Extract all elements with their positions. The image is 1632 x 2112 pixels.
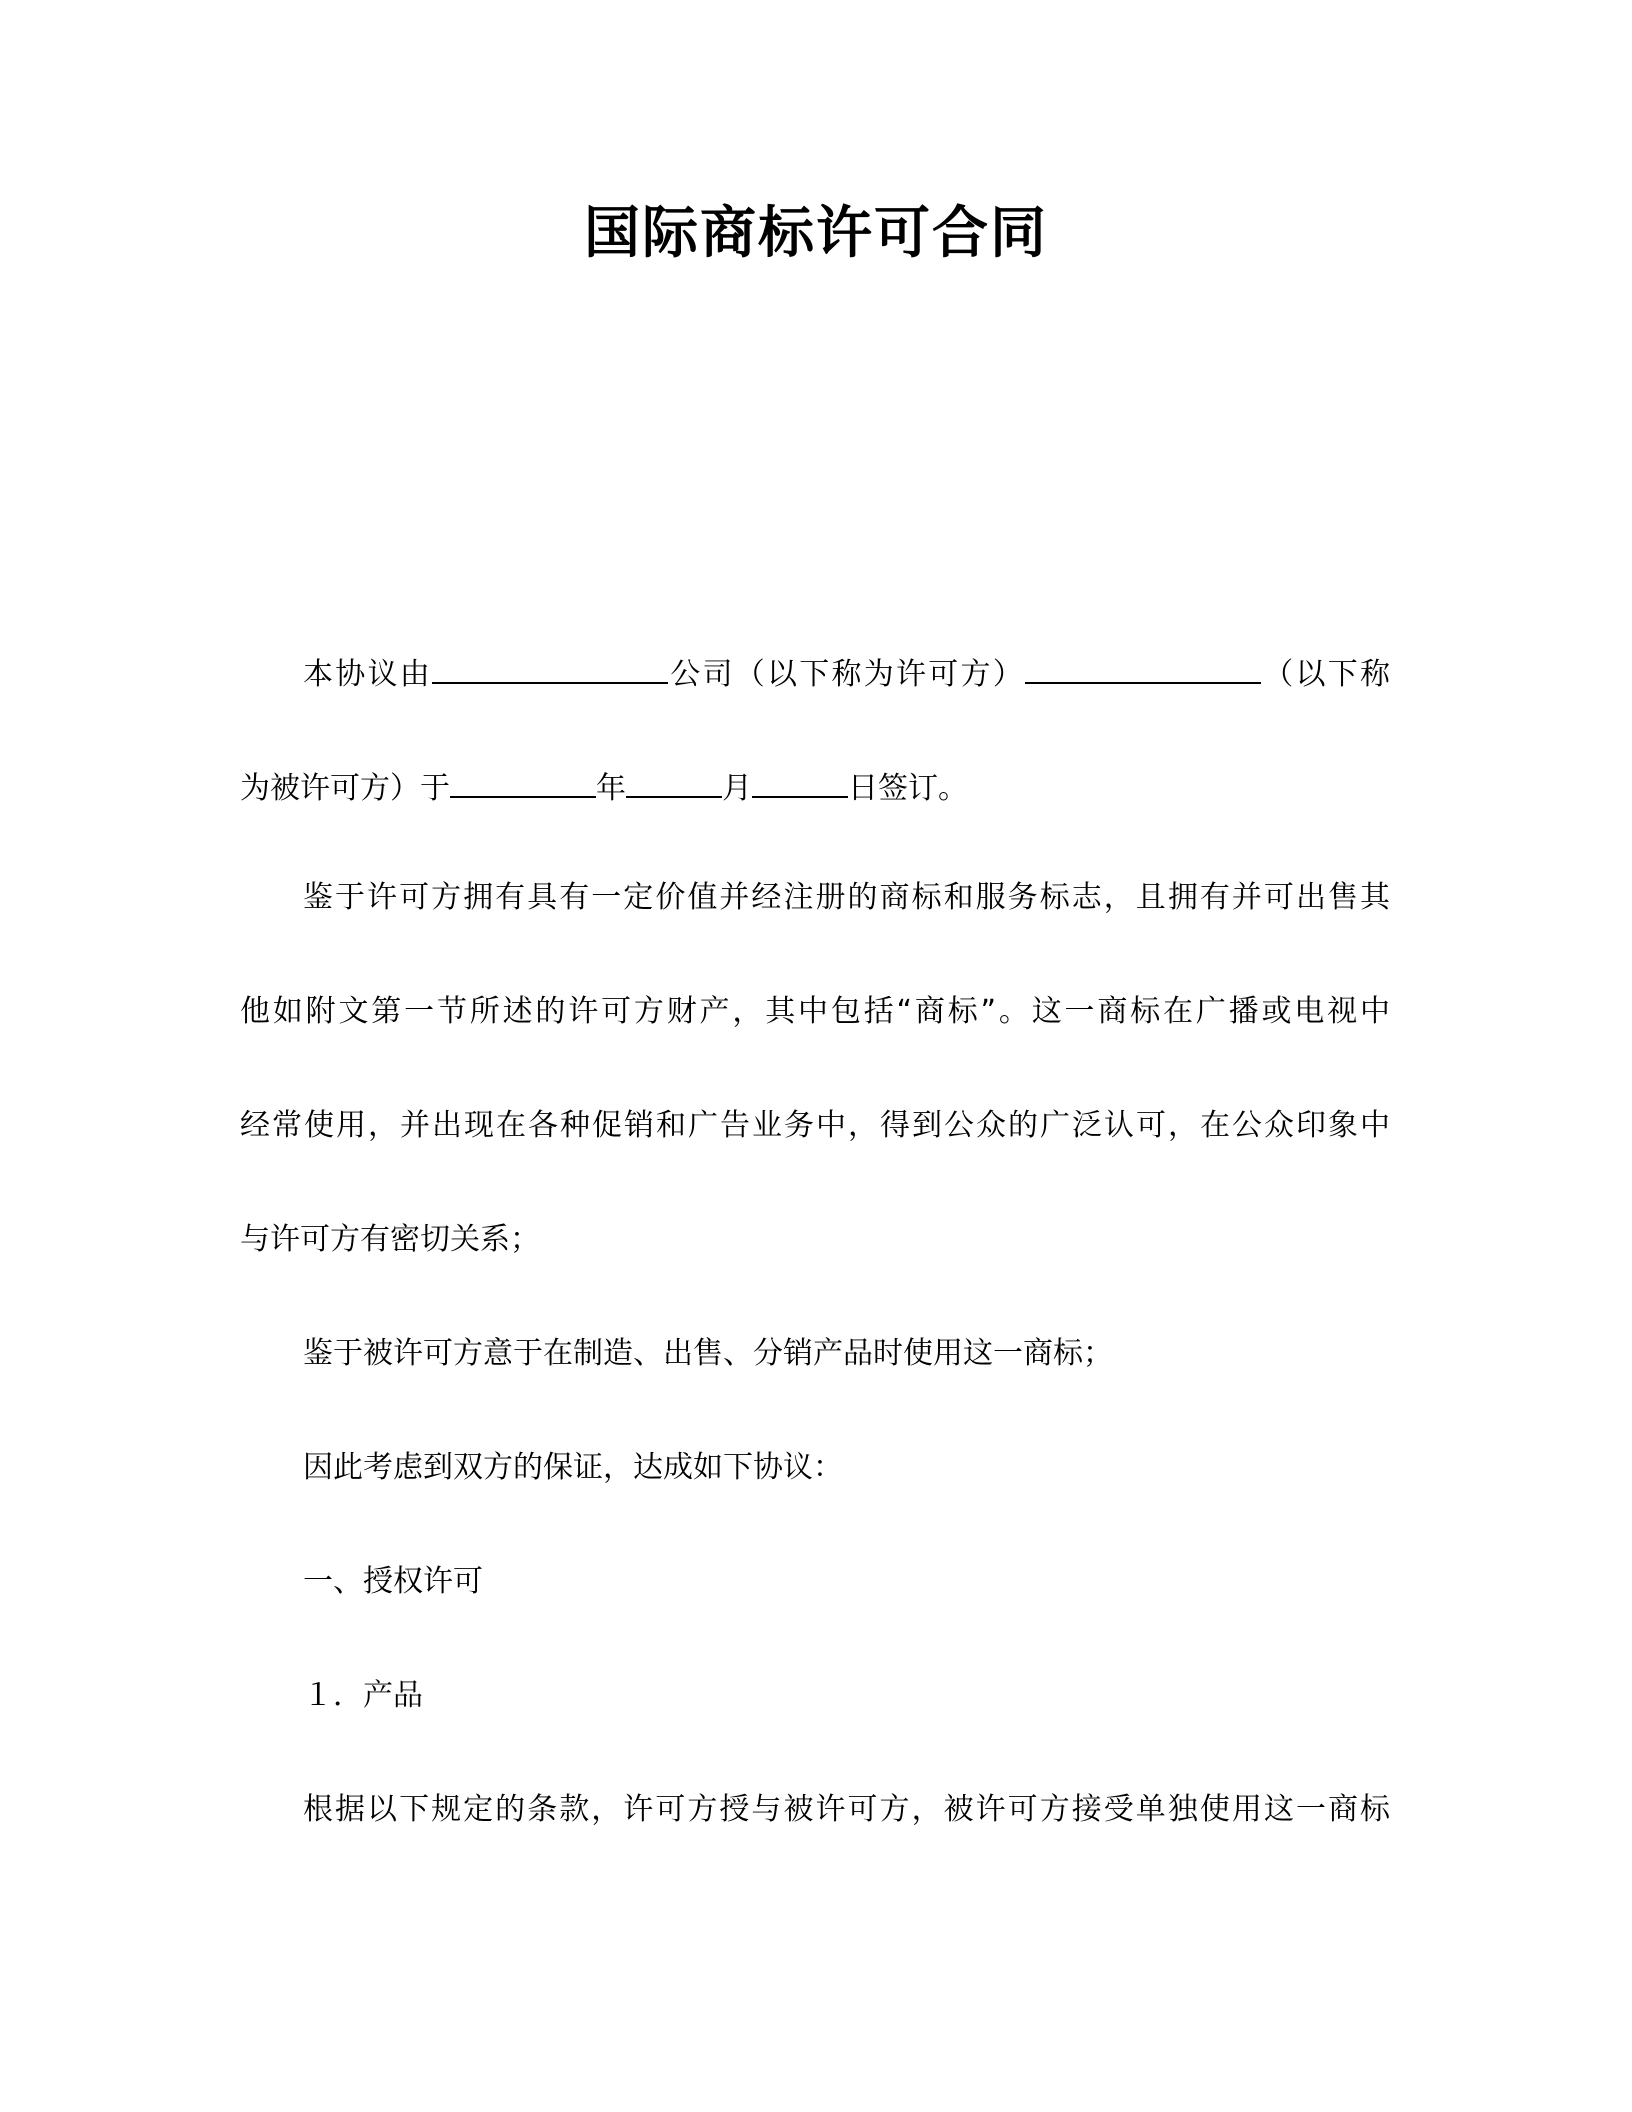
month-label: 月: [722, 771, 752, 806]
section-heading: 一、授权许可: [303, 1564, 483, 1599]
intro-text-4: 为被许可方）于: [240, 771, 450, 806]
year-blank: [450, 762, 596, 798]
whereas1-line-1: 鉴于许可方拥有具有一定价值并经注册的商标和服务标志，且拥有并可出售其: [303, 880, 1390, 915]
licensor-blank: [432, 648, 668, 684]
intro-line-2: [240, 762, 1390, 806]
therefore-line: 因此考虑到双方的保证，达成如下协议：: [303, 1450, 843, 1485]
intro-line-1: [303, 648, 1390, 692]
whereas2-line: 鉴于被许可方意于在制造、出售、分销产品时使用这一商标；: [303, 1336, 1113, 1371]
month-blank: [626, 762, 722, 798]
document-title: 国际商标许可合同: [584, 201, 1048, 266]
intro-text-7: 日签订。: [848, 771, 968, 806]
year-label: 年: [596, 771, 626, 806]
whereas1-line-4: 与许可方有密切关系；: [240, 1222, 540, 1257]
intro-text-2: 公司（以下称为许可方）: [668, 657, 1025, 692]
item-heading: １．产品: [303, 1678, 423, 1713]
whereas1-line-3: 经常使用，并出现在各种促销和广告业务中，得到公众的广泛认可，在公众印象中: [240, 1108, 1390, 1143]
day-blank: [752, 762, 848, 798]
whereas1-line-2: 他如附文第一节所述的许可方财产，其中包括“商标”。这一商标在广播或电视中: [240, 994, 1390, 1029]
intro-text-1: 本协议由: [303, 657, 432, 692]
intro-text-3: （以下称: [1261, 657, 1390, 692]
licensee-blank: [1025, 648, 1261, 684]
item-text-line-1: 根据以下规定的条款，许可方授与被许可方，被许可方接受单独使用这一商标: [303, 1792, 1390, 1827]
